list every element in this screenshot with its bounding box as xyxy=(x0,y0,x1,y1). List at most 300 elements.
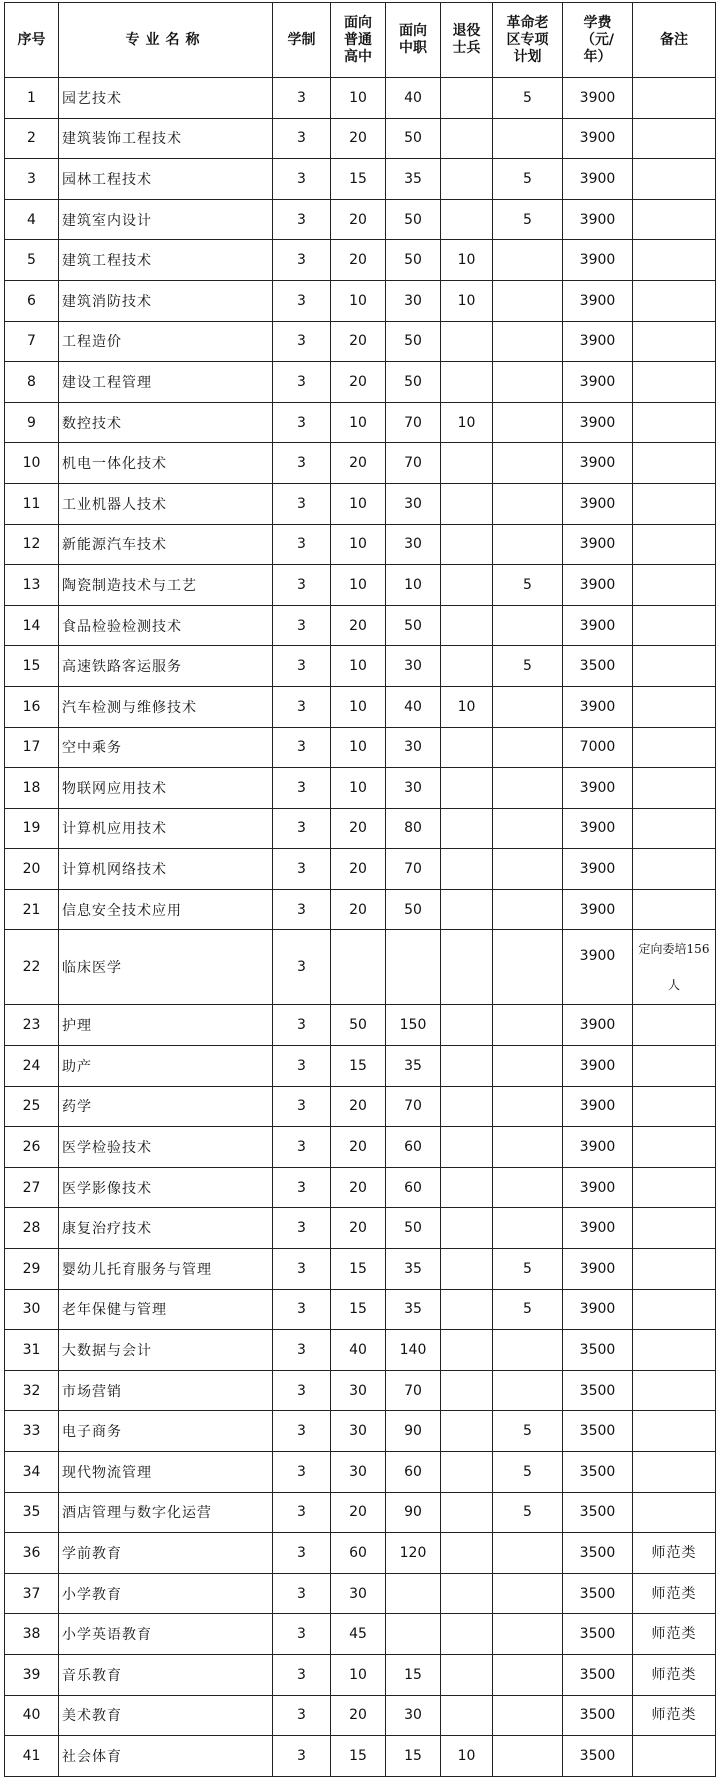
cell-major-name: 新能源汽车技术 xyxy=(59,524,273,565)
cell-seq: 39 xyxy=(5,1654,59,1695)
cell-revolutionary-area xyxy=(493,402,563,443)
cell-years: 3 xyxy=(273,1086,331,1127)
cell-veterans: 10 xyxy=(441,240,493,281)
cell-tuition: 3900 xyxy=(563,1249,633,1290)
cell-high-school: 10 xyxy=(331,483,386,524)
cell-tuition: 3500 xyxy=(563,1573,633,1614)
cell-seq: 32 xyxy=(5,1370,59,1411)
cell-major-name: 信息安全技术应用 xyxy=(59,889,273,930)
cell-major-name: 数控技术 xyxy=(59,402,273,443)
cell-years: 3 xyxy=(273,646,331,687)
cell-revolutionary-area xyxy=(493,889,563,930)
cell-seq: 33 xyxy=(5,1411,59,1452)
cell-revolutionary-area xyxy=(493,1654,563,1695)
cell-high-school: 20 xyxy=(331,443,386,484)
cell-years: 3 xyxy=(273,727,331,768)
cell-high-school: 20 xyxy=(331,199,386,240)
cell-revolutionary-area xyxy=(493,362,563,403)
cell-veterans xyxy=(441,1167,493,1208)
cell-seq: 12 xyxy=(5,524,59,565)
cell-tuition: 3900 xyxy=(563,1208,633,1249)
header-major-name: 专业名称 xyxy=(59,3,273,78)
cell-note xyxy=(633,402,716,443)
cell-seq: 30 xyxy=(5,1289,59,1330)
cell-years: 3 xyxy=(273,1614,331,1655)
cell-years: 3 xyxy=(273,1370,331,1411)
cell-high-school: 10 xyxy=(331,768,386,809)
cell-high-school: 10 xyxy=(331,686,386,727)
cell-veterans xyxy=(441,362,493,403)
cell-years: 3 xyxy=(273,1736,331,1777)
cell-tuition: 3900 xyxy=(563,78,633,119)
table-row xyxy=(5,1005,716,1046)
cell-major-name: 工业机器人技术 xyxy=(59,483,273,524)
cell-note xyxy=(633,565,716,606)
cell-note: 师范类 xyxy=(633,1654,716,1695)
cell-note xyxy=(633,1208,716,1249)
cell-seq: 23 xyxy=(5,1005,59,1046)
cell-vocational: 15 xyxy=(386,1654,441,1695)
cell-vocational: 50 xyxy=(386,1208,441,1249)
cell-seq: 4 xyxy=(5,199,59,240)
cell-high-school: 10 xyxy=(331,727,386,768)
cell-vocational: 30 xyxy=(386,727,441,768)
cell-tuition: 3900 xyxy=(563,1167,633,1208)
cell-vocational: 60 xyxy=(386,1167,441,1208)
cell-seq: 10 xyxy=(5,443,59,484)
cell-seq: 22 xyxy=(5,930,59,1005)
cell-note xyxy=(633,1005,716,1046)
cell-seq: 40 xyxy=(5,1695,59,1736)
cell-seq: 34 xyxy=(5,1452,59,1493)
cell-tuition: 3500 xyxy=(563,1695,633,1736)
cell-seq: 31 xyxy=(5,1330,59,1371)
cell-major-name: 空中乘务 xyxy=(59,727,273,768)
cell-years: 3 xyxy=(273,1533,331,1574)
cell-high-school: 20 xyxy=(331,1695,386,1736)
cell-tuition: 3900 xyxy=(563,240,633,281)
cell-major-name: 小学教育 xyxy=(59,1573,273,1614)
cell-vocational: 70 xyxy=(386,402,441,443)
cell-veterans: 10 xyxy=(441,1736,493,1777)
cell-seq: 17 xyxy=(5,727,59,768)
cell-high-school: 10 xyxy=(331,646,386,687)
cell-seq: 13 xyxy=(5,565,59,606)
table-row xyxy=(5,1330,716,1371)
cell-tuition: 3900 xyxy=(563,1127,633,1168)
cell-veterans xyxy=(441,1086,493,1127)
cell-major-name: 现代物流管理 xyxy=(59,1452,273,1493)
cell-tuition: 3500 xyxy=(563,1736,633,1777)
cell-note xyxy=(633,1370,716,1411)
cell-revolutionary-area xyxy=(493,727,563,768)
table-row xyxy=(5,321,716,362)
cell-years: 3 xyxy=(273,1167,331,1208)
cell-seq: 8 xyxy=(5,362,59,403)
cell-revolutionary-area xyxy=(493,483,563,524)
cell-veterans xyxy=(441,524,493,565)
cell-tuition: 3500 xyxy=(563,1614,633,1655)
cell-vocational: 40 xyxy=(386,78,441,119)
cell-high-school: 20 xyxy=(331,240,386,281)
table-row xyxy=(5,768,716,809)
cell-vocational: 35 xyxy=(386,1046,441,1087)
cell-high-school: 10 xyxy=(331,280,386,321)
cell-seq: 15 xyxy=(5,646,59,687)
cell-vocational: 40 xyxy=(386,686,441,727)
cell-high-school: 20 xyxy=(331,1086,386,1127)
cell-years: 3 xyxy=(273,240,331,281)
cell-vocational: 10 xyxy=(386,565,441,606)
cell-major-name: 市场营销 xyxy=(59,1370,273,1411)
cell-seq: 35 xyxy=(5,1492,59,1533)
cell-revolutionary-area xyxy=(493,1046,563,1087)
cell-vocational: 30 xyxy=(386,768,441,809)
cell-seq: 28 xyxy=(5,1208,59,1249)
cell-revolutionary-area: 5 xyxy=(493,159,563,200)
cell-note xyxy=(633,1736,716,1777)
cell-note xyxy=(633,889,716,930)
table-row xyxy=(5,402,716,443)
cell-years: 3 xyxy=(273,1330,331,1371)
cell-major-name: 园艺技术 xyxy=(59,78,273,119)
cell-revolutionary-area: 5 xyxy=(493,1411,563,1452)
cell-major-name: 计算机应用技术 xyxy=(59,808,273,849)
cell-high-school: 20 xyxy=(331,118,386,159)
cell-revolutionary-area xyxy=(493,1086,563,1127)
cell-veterans xyxy=(441,605,493,646)
header-high-school: 面向普通高中 xyxy=(331,3,386,78)
cell-tuition: 7000 xyxy=(563,727,633,768)
cell-veterans xyxy=(441,443,493,484)
cell-high-school: 50 xyxy=(331,1005,386,1046)
cell-major-name: 药学 xyxy=(59,1086,273,1127)
cell-years: 3 xyxy=(273,321,331,362)
cell-years: 3 xyxy=(273,686,331,727)
table-row xyxy=(5,524,716,565)
cell-major-name: 计算机网络技术 xyxy=(59,849,273,890)
cell-note xyxy=(633,1452,716,1493)
cell-years: 3 xyxy=(273,1208,331,1249)
header-tuition: 学费（元/年） xyxy=(563,3,633,78)
cell-revolutionary-area xyxy=(493,443,563,484)
cell-seq: 6 xyxy=(5,280,59,321)
cell-revolutionary-area xyxy=(493,1330,563,1371)
cell-tuition: 3900 xyxy=(563,402,633,443)
cell-vocational: 140 xyxy=(386,1330,441,1371)
cell-veterans xyxy=(441,849,493,890)
cell-seq: 20 xyxy=(5,849,59,890)
cell-tuition: 3900 xyxy=(563,321,633,362)
cell-note xyxy=(633,524,716,565)
cell-years: 3 xyxy=(273,1046,331,1087)
cell-revolutionary-area xyxy=(493,1736,563,1777)
table-row xyxy=(5,1736,716,1777)
cell-veterans xyxy=(441,768,493,809)
cell-note xyxy=(633,1249,716,1290)
table-row xyxy=(5,686,716,727)
cell-note xyxy=(633,686,716,727)
cell-high-school: 10 xyxy=(331,78,386,119)
table-body xyxy=(5,78,716,1777)
cell-high-school: 40 xyxy=(331,1330,386,1371)
enrollment-plan-document xyxy=(4,2,716,1777)
cell-veterans xyxy=(441,1411,493,1452)
cell-years: 3 xyxy=(273,362,331,403)
cell-tuition: 3900 xyxy=(563,280,633,321)
cell-note xyxy=(633,1330,716,1371)
cell-note xyxy=(633,362,716,403)
cell-veterans xyxy=(441,646,493,687)
cell-note xyxy=(633,321,716,362)
cell-tuition: 3900 xyxy=(563,686,633,727)
header-row xyxy=(5,3,716,78)
cell-major-name: 电子商务 xyxy=(59,1411,273,1452)
table-row xyxy=(5,483,716,524)
cell-vocational: 90 xyxy=(386,1411,441,1452)
cell-major-name: 建设工程管理 xyxy=(59,362,273,403)
table-row xyxy=(5,159,716,200)
cell-seq: 9 xyxy=(5,402,59,443)
cell-veterans xyxy=(441,1654,493,1695)
cell-major-name: 临床医学 xyxy=(59,930,273,1005)
cell-revolutionary-area xyxy=(493,1614,563,1655)
cell-revolutionary-area xyxy=(493,1005,563,1046)
cell-veterans xyxy=(441,1005,493,1046)
table-row xyxy=(5,78,716,119)
cell-seq: 11 xyxy=(5,483,59,524)
cell-tuition: 3900 xyxy=(563,1005,633,1046)
table-row xyxy=(5,1654,716,1695)
cell-major-name: 康复治疗技术 xyxy=(59,1208,273,1249)
cell-note xyxy=(633,646,716,687)
cell-years: 3 xyxy=(273,1127,331,1168)
cell-note: 定向委培156人 xyxy=(633,930,716,1005)
cell-years: 3 xyxy=(273,1411,331,1452)
cell-revolutionary-area xyxy=(493,1167,563,1208)
cell-veterans xyxy=(441,565,493,606)
cell-major-name: 物联网应用技术 xyxy=(59,768,273,809)
cell-note xyxy=(633,1086,716,1127)
cell-revolutionary-area xyxy=(493,686,563,727)
cell-years: 3 xyxy=(273,605,331,646)
cell-veterans xyxy=(441,1208,493,1249)
cell-major-name: 婴幼儿托育服务与管理 xyxy=(59,1249,273,1290)
cell-seq: 1 xyxy=(5,78,59,119)
cell-revolutionary-area xyxy=(493,808,563,849)
cell-years: 3 xyxy=(273,1695,331,1736)
cell-note xyxy=(633,199,716,240)
cell-note xyxy=(633,443,716,484)
cell-high-school: 10 xyxy=(331,402,386,443)
cell-tuition: 3900 xyxy=(563,362,633,403)
cell-revolutionary-area xyxy=(493,768,563,809)
cell-revolutionary-area xyxy=(493,240,563,281)
cell-revolutionary-area: 5 xyxy=(493,565,563,606)
cell-high-school: 20 xyxy=(331,808,386,849)
cell-high-school: 20 xyxy=(331,849,386,890)
cell-veterans xyxy=(441,1289,493,1330)
cell-revolutionary-area xyxy=(493,1370,563,1411)
cell-veterans xyxy=(441,1127,493,1168)
cell-major-name: 医学影像技术 xyxy=(59,1167,273,1208)
cell-seq: 38 xyxy=(5,1614,59,1655)
cell-seq: 41 xyxy=(5,1736,59,1777)
cell-vocational: 50 xyxy=(386,321,441,362)
table-row xyxy=(5,1492,716,1533)
cell-vocational: 70 xyxy=(386,1086,441,1127)
cell-tuition: 3900 xyxy=(563,443,633,484)
cell-revolutionary-area xyxy=(493,930,563,1005)
cell-tuition: 3900 xyxy=(563,1086,633,1127)
cell-tuition: 3900 xyxy=(563,849,633,890)
cell-seq: 21 xyxy=(5,889,59,930)
cell-major-name: 建筑工程技术 xyxy=(59,240,273,281)
table-row xyxy=(5,118,716,159)
cell-note: 师范类 xyxy=(633,1533,716,1574)
cell-seq: 24 xyxy=(5,1046,59,1087)
cell-high-school: 30 xyxy=(331,1573,386,1614)
cell-high-school: 15 xyxy=(331,1046,386,1087)
cell-years: 3 xyxy=(273,524,331,565)
cell-veterans xyxy=(441,483,493,524)
cell-major-name: 社会体育 xyxy=(59,1736,273,1777)
cell-note xyxy=(633,240,716,281)
cell-veterans xyxy=(441,1533,493,1574)
cell-high-school: 20 xyxy=(331,605,386,646)
cell-years: 3 xyxy=(273,1289,331,1330)
cell-vocational: 30 xyxy=(386,1695,441,1736)
cell-high-school: 20 xyxy=(331,889,386,930)
cell-high-school: 10 xyxy=(331,565,386,606)
cell-high-school: 15 xyxy=(331,1736,386,1777)
cell-note xyxy=(633,1289,716,1330)
cell-veterans xyxy=(441,808,493,849)
table-row xyxy=(5,1127,716,1168)
table-row xyxy=(5,930,716,1005)
cell-seq: 26 xyxy=(5,1127,59,1168)
cell-years: 3 xyxy=(273,768,331,809)
cell-years: 3 xyxy=(273,889,331,930)
cell-high-school: 15 xyxy=(331,1289,386,1330)
cell-tuition: 3500 xyxy=(563,1411,633,1452)
cell-note xyxy=(633,483,716,524)
cell-veterans: 10 xyxy=(441,280,493,321)
cell-veterans xyxy=(441,1695,493,1736)
cell-vocational: 30 xyxy=(386,483,441,524)
table-row xyxy=(5,727,716,768)
cell-vocational: 35 xyxy=(386,1249,441,1290)
cell-years: 3 xyxy=(273,1654,331,1695)
cell-revolutionary-area: 5 xyxy=(493,1289,563,1330)
cell-major-name: 酒店管理与数字化运营 xyxy=(59,1492,273,1533)
cell-major-name: 音乐教育 xyxy=(59,1654,273,1695)
cell-vocational: 50 xyxy=(386,362,441,403)
cell-veterans xyxy=(441,159,493,200)
cell-note: 师范类 xyxy=(633,1614,716,1655)
table-row xyxy=(5,443,716,484)
cell-seq: 7 xyxy=(5,321,59,362)
cell-revolutionary-area: 5 xyxy=(493,1249,563,1290)
cell-vocational: 60 xyxy=(386,1127,441,1168)
cell-vocational: 150 xyxy=(386,1005,441,1046)
table-row xyxy=(5,1086,716,1127)
cell-revolutionary-area xyxy=(493,321,563,362)
cell-seq: 36 xyxy=(5,1533,59,1574)
cell-high-school: 10 xyxy=(331,1654,386,1695)
header-note: 备注 xyxy=(633,3,716,78)
cell-tuition: 3900 xyxy=(563,930,633,1005)
cell-veterans xyxy=(441,1614,493,1655)
cell-veterans xyxy=(441,1330,493,1371)
cell-veterans xyxy=(441,889,493,930)
cell-years: 3 xyxy=(273,199,331,240)
cell-revolutionary-area: 5 xyxy=(493,1492,563,1533)
cell-tuition: 3900 xyxy=(563,199,633,240)
cell-years: 3 xyxy=(273,1492,331,1533)
cell-high-school: 30 xyxy=(331,1452,386,1493)
cell-note xyxy=(633,1167,716,1208)
cell-tuition: 3900 xyxy=(563,1046,633,1087)
cell-high-school: 20 xyxy=(331,1127,386,1168)
cell-vocational: 70 xyxy=(386,849,441,890)
cell-major-name: 建筑室内设计 xyxy=(59,199,273,240)
cell-vocational: 70 xyxy=(386,443,441,484)
cell-major-name: 学前教育 xyxy=(59,1533,273,1574)
enrollment-plan-table xyxy=(4,2,716,1777)
cell-revolutionary-area xyxy=(493,524,563,565)
table-row xyxy=(5,605,716,646)
cell-major-name: 陶瓷制造技术与工艺 xyxy=(59,565,273,606)
cell-years: 3 xyxy=(273,159,331,200)
table-row xyxy=(5,240,716,281)
cell-revolutionary-area xyxy=(493,118,563,159)
cell-note xyxy=(633,605,716,646)
cell-veterans xyxy=(441,1249,493,1290)
cell-years: 3 xyxy=(273,1005,331,1046)
cell-vocational: 90 xyxy=(386,1492,441,1533)
cell-years: 3 xyxy=(273,443,331,484)
cell-high-school: 20 xyxy=(331,1492,386,1533)
cell-note xyxy=(633,1127,716,1168)
cell-vocational: 70 xyxy=(386,1370,441,1411)
cell-high-school: 60 xyxy=(331,1533,386,1574)
table-row xyxy=(5,1208,716,1249)
cell-note xyxy=(633,768,716,809)
cell-revolutionary-area: 5 xyxy=(493,199,563,240)
cell-veterans xyxy=(441,1046,493,1087)
cell-veterans xyxy=(441,930,493,1005)
cell-note xyxy=(633,118,716,159)
cell-tuition: 3900 xyxy=(563,483,633,524)
cell-vocational: 50 xyxy=(386,240,441,281)
cell-seq: 29 xyxy=(5,1249,59,1290)
table-row xyxy=(5,849,716,890)
cell-tuition: 3500 xyxy=(563,1370,633,1411)
cell-note xyxy=(633,1046,716,1087)
cell-seq: 19 xyxy=(5,808,59,849)
cell-years: 3 xyxy=(273,930,331,1005)
cell-seq: 18 xyxy=(5,768,59,809)
cell-note xyxy=(633,1492,716,1533)
cell-tuition: 3900 xyxy=(563,1289,633,1330)
cell-tuition: 3900 xyxy=(563,605,633,646)
table-row xyxy=(5,280,716,321)
cell-veterans xyxy=(441,727,493,768)
cell-high-school: 30 xyxy=(331,1370,386,1411)
cell-seq: 3 xyxy=(5,159,59,200)
cell-vocational: 15 xyxy=(386,1736,441,1777)
